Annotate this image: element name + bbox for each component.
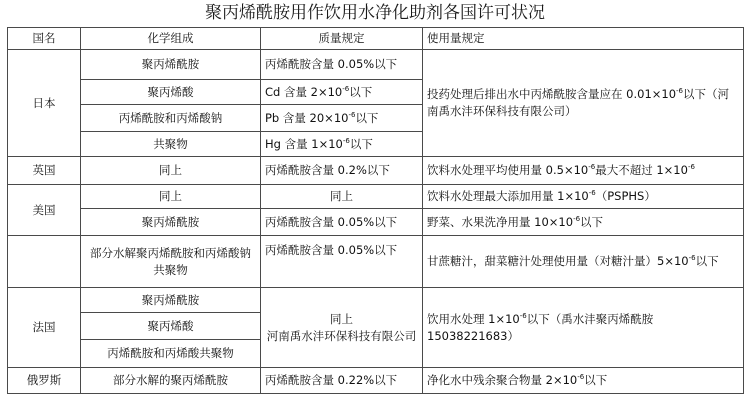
header-usage: 使用量规定 xyxy=(423,28,744,50)
quality-cell: 同上 xyxy=(261,185,423,209)
table-row xyxy=(8,157,744,185)
usage-cell: 饮料水处理平均使用量 $0.5\times 10^{-6}$最大不超过 $1\times 10^{-6}$ xyxy=(423,157,744,185)
quality-cell: 丙烯酰胺含量 0.2%以下 xyxy=(261,157,423,185)
usage-cell: 饮料水处理最大添加用量 $1\times 10^{-6}(PSPHS)$ xyxy=(423,185,744,209)
composition-cell: 丙烯酰胺和丙烯酸钠 xyxy=(81,105,261,132)
composition-cell: 部分水解聚丙烯酰胺和丙烯酸钠共聚物 xyxy=(81,236,261,288)
composition-cell: 聚丙烯酰胺 xyxy=(81,50,261,80)
table-row xyxy=(8,236,744,288)
quality-cell: Cd 含量 $2\times 10^{-6}$以下 xyxy=(261,80,423,105)
header-country: 国名 xyxy=(8,28,81,50)
usage-cell: 野菜、水果洗净用量 $10\times 10^{-6}$以下 xyxy=(423,209,744,236)
quality-cell: Pb 含量 $20\times 10^{-6}$以下 xyxy=(261,105,423,132)
table-row xyxy=(8,50,744,80)
quality-line: 河南禹水沣环保科技有限公司 xyxy=(266,328,417,343)
composition-cell: 同上 xyxy=(81,185,261,209)
country-usa-blank xyxy=(8,236,81,288)
composition-cell: 同上 xyxy=(81,157,261,185)
composition-cell: 聚丙烯酸 xyxy=(81,313,261,340)
quality-line: 同上 xyxy=(330,311,353,326)
composition-cell: 聚丙烯酰胺 xyxy=(81,288,261,313)
composition-cell: 丙烯酰胺和丙烯酸共聚物 xyxy=(81,340,261,368)
composition-cell: 聚丙烯酸 xyxy=(81,80,261,105)
composition-cell: 部分水解的聚丙烯酰胺 xyxy=(81,368,261,394)
quality-cell: 丙烯酰胺含量 0.05%以下 xyxy=(261,209,423,236)
regulation-table xyxy=(7,27,744,394)
usage-cell: 净化水中残余聚合物量 $2\times 10^{-6}$以下 xyxy=(423,368,744,394)
header-quality: 质量规定 xyxy=(261,28,423,50)
usage-cell-japan: 投药处理后排出水中丙烯酰胺含量应在 $0.01\times 10^{-6}$以下（河南禹水沣环保科技有限公司） xyxy=(423,50,744,157)
header-row xyxy=(8,28,744,50)
quality-cell: 丙烯酰胺含量 0.22%以下 xyxy=(261,368,423,394)
usage-cell: 甘蔗糖汁，甜菜糖汁处理使用量（对糖汁量）$5\times 10^{-6}$以下 xyxy=(423,236,744,288)
country-usa: 美国 xyxy=(8,185,81,236)
quality-cell: 丙烯酰胺含量 0.05%以下 xyxy=(261,50,423,80)
country-france: 法国 xyxy=(8,288,81,368)
table-title: 聚丙烯酰胺用作饮用水净化助剂各国许可状况 xyxy=(205,3,545,23)
country-japan: 日本 xyxy=(8,50,81,157)
quality-cell: Hg 含量 $1\times 10^{-6}$以下 xyxy=(261,132,423,157)
country-uk: 英国 xyxy=(8,157,81,185)
table-row xyxy=(8,288,744,313)
usage-cell-france: 饮用水处理 $1\times 10^{-6}$以下（禹水沣聚丙烯酰胺 15038221683） xyxy=(423,288,744,368)
quality-cell: 丙烯酰胺含量 0.05%以下 xyxy=(261,236,423,288)
composition-cell: 共聚物 xyxy=(81,132,261,157)
composition-cell: 聚丙烯酰胺 xyxy=(81,209,261,236)
table-row xyxy=(8,185,744,209)
table-row xyxy=(8,368,744,394)
country-russia: 俄罗斯 xyxy=(8,368,81,394)
quality-cell-france xyxy=(261,288,423,368)
table-row xyxy=(8,209,744,236)
header-composition: 化学组成 xyxy=(81,28,261,50)
